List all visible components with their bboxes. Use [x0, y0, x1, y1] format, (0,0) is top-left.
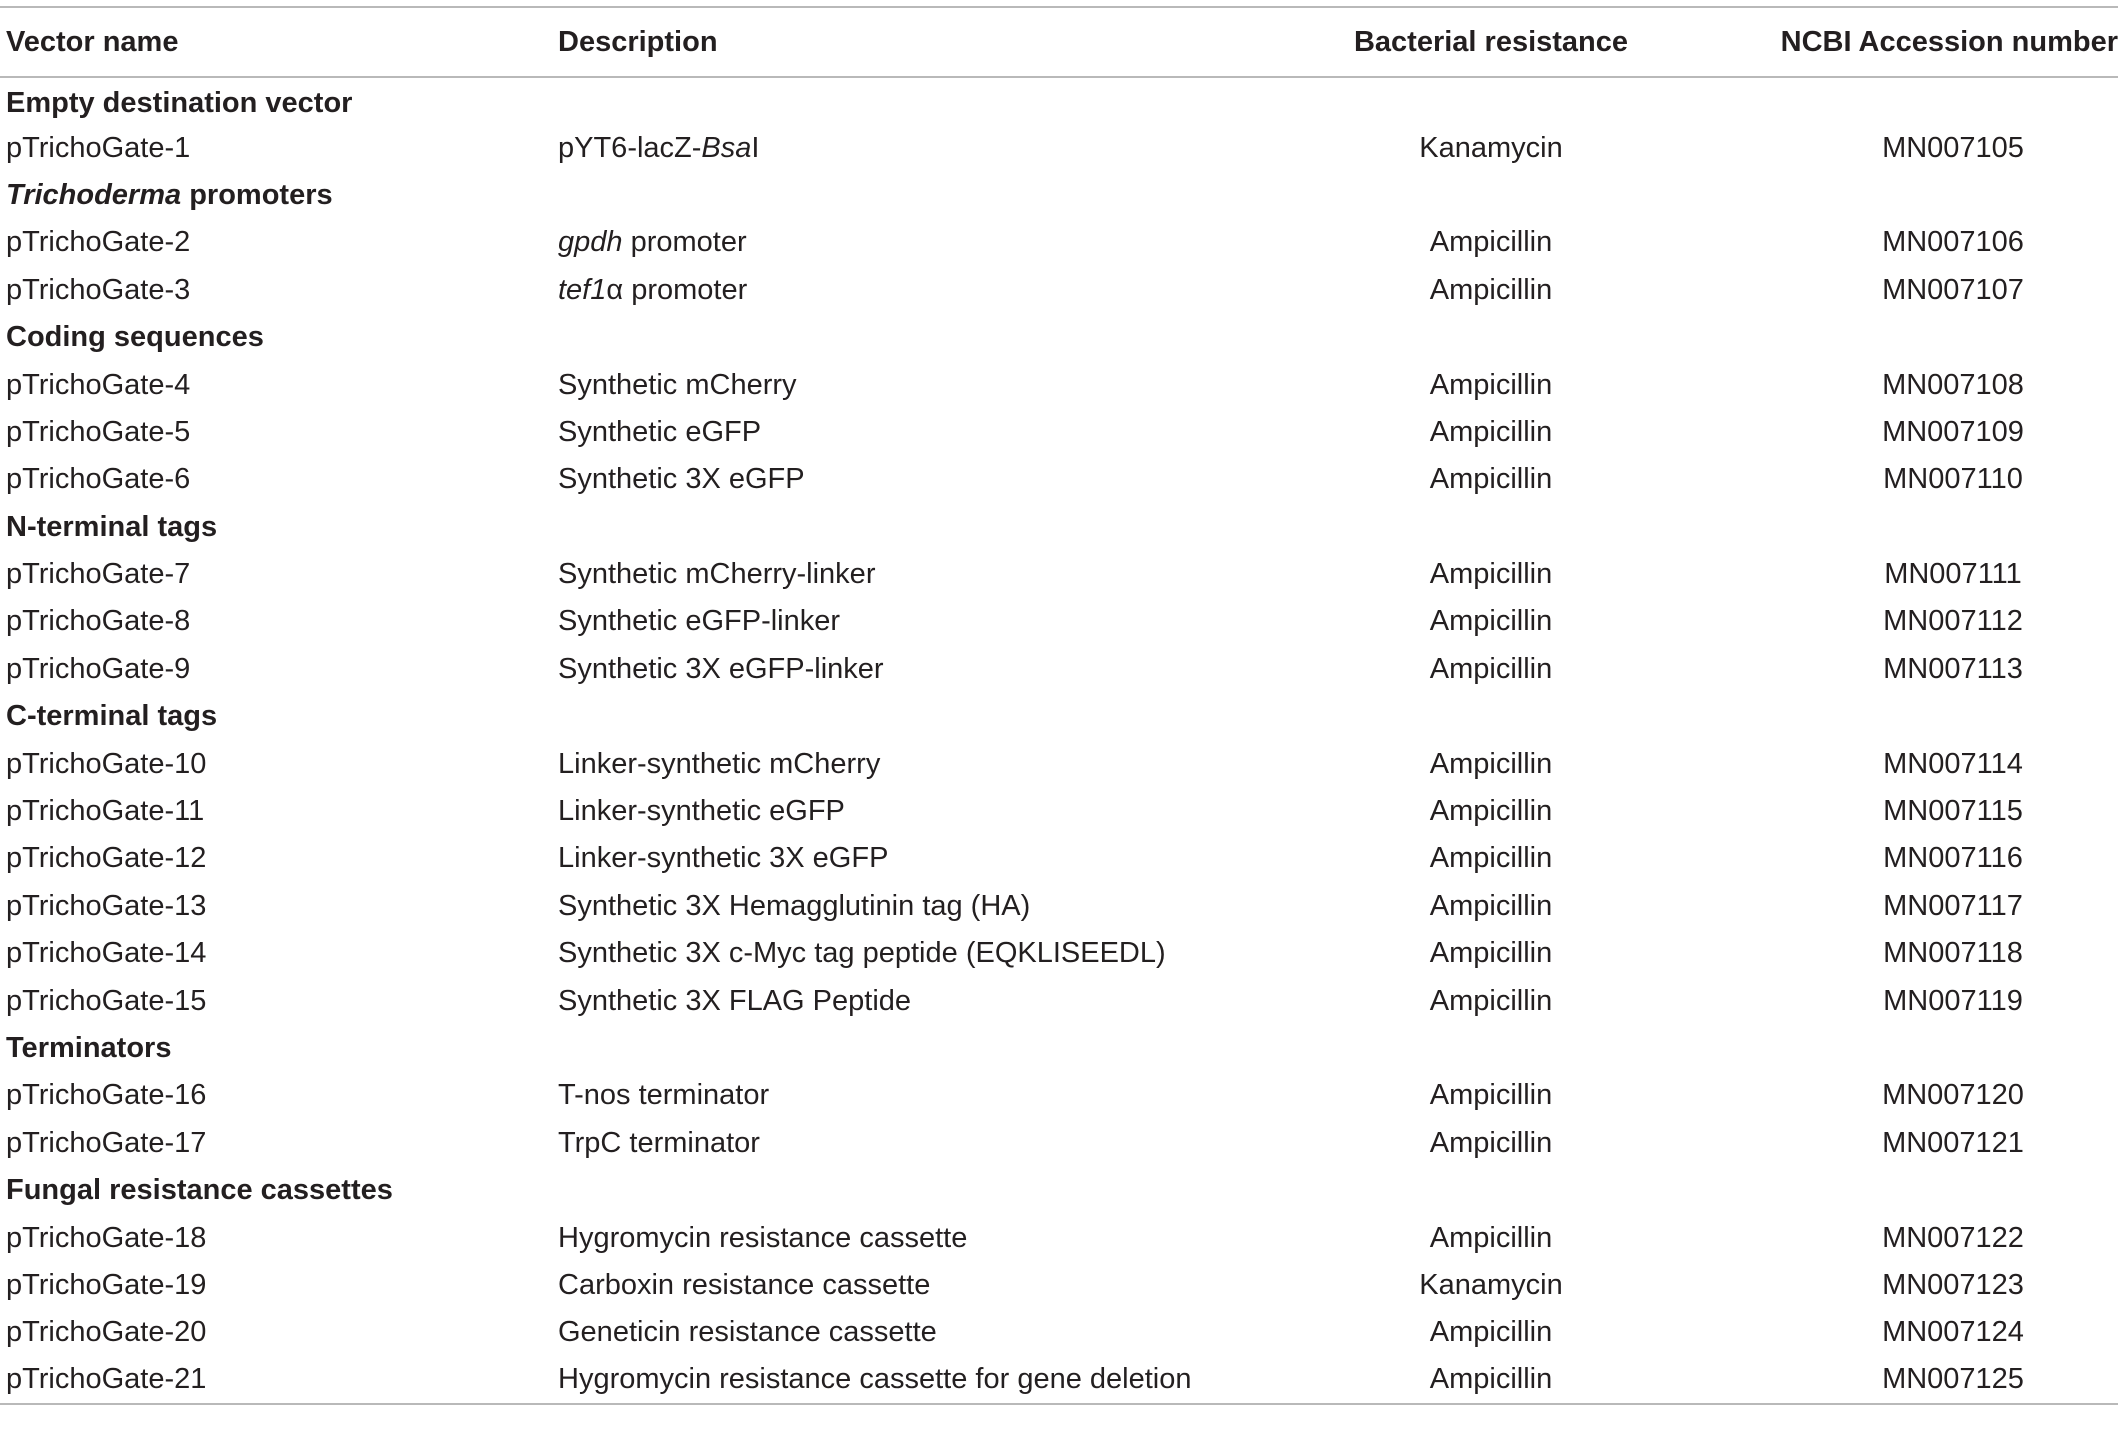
cell-accession-number: MN007110: [1883, 463, 2023, 496]
cell-bacterial-resistance: Ampicillin: [1429, 795, 1553, 828]
cell-vector-name: pTrichoGate-17: [6, 1126, 207, 1159]
cell-vector-name: pTrichoGate-7: [6, 558, 191, 591]
cell-description: TrpC terminator: [558, 1126, 760, 1159]
header-accession-number: NCBI Accession number: [1692, 7, 2118, 77]
cell-accession-number: MN007116: [1883, 842, 2023, 875]
table-row: [0, 219, 2118, 266]
table-row: [0, 409, 2118, 456]
cell-bacterial-resistance: Ampicillin: [1429, 1126, 1553, 1159]
cell-accession-number: MN007114: [1883, 747, 2023, 780]
table-row: [0, 646, 2118, 693]
cell-bacterial-resistance: Ampicillin: [1429, 1316, 1553, 1349]
text-fragment: I: [751, 131, 760, 164]
table-row: [0, 1262, 2118, 1309]
cell-bacterial-resistance: Kanamycin: [1419, 131, 1563, 164]
cell-accession-number: MN007120: [1882, 1079, 2024, 1112]
section-title: Empty destination vector: [6, 86, 353, 119]
cell-bacterial-resistance: Ampicillin: [1429, 273, 1553, 306]
table-row: [0, 930, 2118, 977]
header-bacterial-resistance: Bacterial resistance: [1290, 7, 1692, 77]
cell-accession-number: MN007122: [1882, 1221, 2024, 1254]
section-header-row: [0, 693, 2118, 740]
vector-table: [0, 6, 2118, 1405]
table-row: [0, 835, 2118, 882]
cell-description: Synthetic mCherry: [558, 368, 797, 401]
table-row: [0, 361, 2118, 408]
cell-accession-number: MN007121: [1882, 1126, 2024, 1159]
text-fragment: gpdh: [558, 226, 623, 259]
cell-accession-number: MN007119: [1883, 984, 2023, 1017]
cell-accession-number: MN007113: [1883, 652, 2023, 685]
cell-accession-number: MN007124: [1882, 1316, 2024, 1349]
section-header-row: [0, 1167, 2118, 1214]
text-fragment: α promoter: [606, 273, 748, 306]
text-fragment: Trichoderma: [6, 178, 182, 211]
cell-description: Synthetic 3X eGFP-linker: [558, 652, 884, 685]
cell-bacterial-resistance: Ampicillin: [1429, 1079, 1553, 1112]
text-fragment: promoter: [622, 226, 747, 259]
cell-description: Hygromycin resistance cassette for gene deletion: [552, 1357, 1290, 1404]
table-row: [0, 124, 2118, 171]
cell-description: [552, 267, 1290, 314]
table-row: [0, 1072, 2118, 1119]
cell-bacterial-resistance: Ampicillin: [1429, 937, 1553, 970]
cell-accession-number: MN007115: [1883, 795, 2023, 828]
cell-bacterial-resistance: Ampicillin: [1429, 415, 1553, 448]
cell-vector-name: pTrichoGate-16: [6, 1079, 207, 1112]
section-title: [0, 172, 2118, 219]
header-vector-name: Vector name: [0, 7, 552, 77]
cell-description: Synthetic 3X eGFP: [558, 463, 805, 496]
cell-bacterial-resistance: Ampicillin: [1429, 842, 1553, 875]
table-row: [0, 977, 2118, 1024]
cell-accession-number: MN007105: [1882, 131, 2024, 164]
cell-vector-name: pTrichoGate-10: [6, 747, 207, 780]
table-row: [0, 788, 2118, 835]
cell-bacterial-resistance: Ampicillin: [1429, 889, 1553, 922]
section-title: C-terminal tags: [6, 700, 218, 733]
cell-vector-name: pTrichoGate-12: [6, 842, 207, 875]
cell-vector-name: pTrichoGate-6: [6, 463, 191, 496]
cell-description: Synthetic eGFP: [558, 415, 762, 448]
cell-accession-number: MN007107: [1882, 273, 2024, 306]
cell-bacterial-resistance: Ampicillin: [1429, 463, 1553, 496]
cell-accession-number: MN007112: [1883, 605, 2023, 638]
section-title: N-terminal tags: [6, 510, 218, 543]
cell-vector-name: pTrichoGate-8: [6, 605, 191, 638]
cell-bacterial-resistance: Ampicillin: [1429, 226, 1553, 259]
cell-description: [552, 219, 1290, 266]
section-header-row: [0, 1025, 2118, 1072]
text-fragment: tef1: [558, 273, 607, 306]
cell-bacterial-resistance: Ampicillin: [1429, 747, 1553, 780]
cell-bacterial-resistance: Ampicillin: [1429, 558, 1553, 591]
cell-accession-number: MN007118: [1883, 937, 2023, 970]
cell-bacterial-resistance: Ampicillin: [1290, 1357, 1692, 1404]
cell-description: Carboxin resistance cassette: [558, 1268, 931, 1301]
cell-bacterial-resistance: Ampicillin: [1429, 984, 1553, 1017]
cell-description: Synthetic 3X Hemagglutinin tag (HA): [558, 889, 1031, 922]
table-row: [0, 551, 2118, 598]
header-row: [0, 7, 2118, 77]
table-row: [0, 1309, 2118, 1356]
cell-description: Geneticin resistance cassette: [558, 1316, 937, 1349]
cell-description: Linker-synthetic eGFP: [558, 795, 845, 828]
cell-vector-name: pTrichoGate-19: [6, 1268, 207, 1301]
header-description: Description: [552, 7, 1290, 77]
cell-description: Linker-synthetic 3X eGFP: [558, 842, 889, 875]
table-row: [0, 1357, 2118, 1404]
cell-description: Synthetic mCherry-linker: [558, 558, 876, 591]
cell-accession-number: MN007111: [1884, 558, 2022, 591]
cell-description: Synthetic 3X FLAG Peptide: [558, 984, 912, 1017]
cell-bacterial-resistance: Ampicillin: [1429, 652, 1553, 685]
cell-vector-name: pTrichoGate-13: [6, 889, 207, 922]
vector-table-container: [0, 6, 2118, 1405]
cell-vector-name: pTrichoGate-11: [6, 795, 205, 828]
cell-accession-number: MN007109: [1882, 415, 2024, 448]
cell-accession-number: MN007108: [1882, 368, 2024, 401]
cell-description: Synthetic 3X c-Myc tag peptide (EQKLISEEDL): [558, 937, 1166, 970]
cell-vector-name: pTrichoGate-9: [6, 652, 191, 685]
cell-description: T-nos terminator: [558, 1079, 770, 1112]
cell-vector-name: pTrichoGate-3: [6, 273, 191, 306]
cell-vector-name: pTrichoGate-4: [6, 368, 191, 401]
cell-accession-number: MN007123: [1882, 1268, 2024, 1301]
table-body: [0, 77, 2118, 1404]
cell-vector-name: pTrichoGate-18: [6, 1221, 207, 1254]
table-row: [0, 267, 2118, 314]
cell-vector-name: pTrichoGate-20: [6, 1316, 207, 1349]
cell-vector-name: pTrichoGate-5: [6, 415, 191, 448]
table-row: [0, 1214, 2118, 1261]
cell-vector-name: pTrichoGate-21: [0, 1357, 552, 1404]
table-row: [0, 598, 2118, 645]
table-row: [0, 456, 2118, 503]
cell-bacterial-resistance: Ampicillin: [1429, 368, 1553, 401]
section-title: Coding sequences: [6, 321, 264, 354]
cell-description: Linker-synthetic mCherry: [558, 747, 881, 780]
cell-accession-number: MN007125: [1692, 1357, 2118, 1404]
cell-vector-name: pTrichoGate-15: [6, 984, 207, 1017]
cell-vector-name: pTrichoGate-14: [6, 937, 207, 970]
cell-accession-number: MN007117: [1883, 889, 2023, 922]
text-fragment: Bsa: [701, 131, 752, 164]
section-header-row: [0, 172, 2118, 219]
cell-bacterial-resistance: Kanamycin: [1419, 1268, 1563, 1301]
text-fragment: promoters: [181, 178, 333, 211]
cell-vector-name: pTrichoGate-1: [6, 131, 191, 164]
section-header-row: [0, 77, 2118, 124]
cell-description: [552, 124, 1290, 171]
cell-accession-number: MN007106: [1882, 226, 2024, 259]
section-title: Terminators: [6, 1032, 172, 1064]
section-header-row: [0, 504, 2118, 551]
cell-description: Synthetic eGFP-linker: [558, 605, 841, 638]
cell-description: Hygromycin resistance cassette: [558, 1221, 968, 1254]
section-header-row: [0, 314, 2118, 361]
cell-vector-name: pTrichoGate-2: [6, 226, 191, 259]
cell-bacterial-resistance: Ampicillin: [1429, 1221, 1553, 1254]
table-row: [0, 883, 2118, 930]
text-fragment: pYT6-lacZ-: [558, 131, 702, 164]
table-row: [0, 740, 2118, 787]
cell-bacterial-resistance: Ampicillin: [1429, 605, 1553, 638]
table-header: [0, 7, 2118, 77]
section-title: Fungal resistance cassettes: [6, 1174, 393, 1207]
table-row: [0, 1120, 2118, 1167]
